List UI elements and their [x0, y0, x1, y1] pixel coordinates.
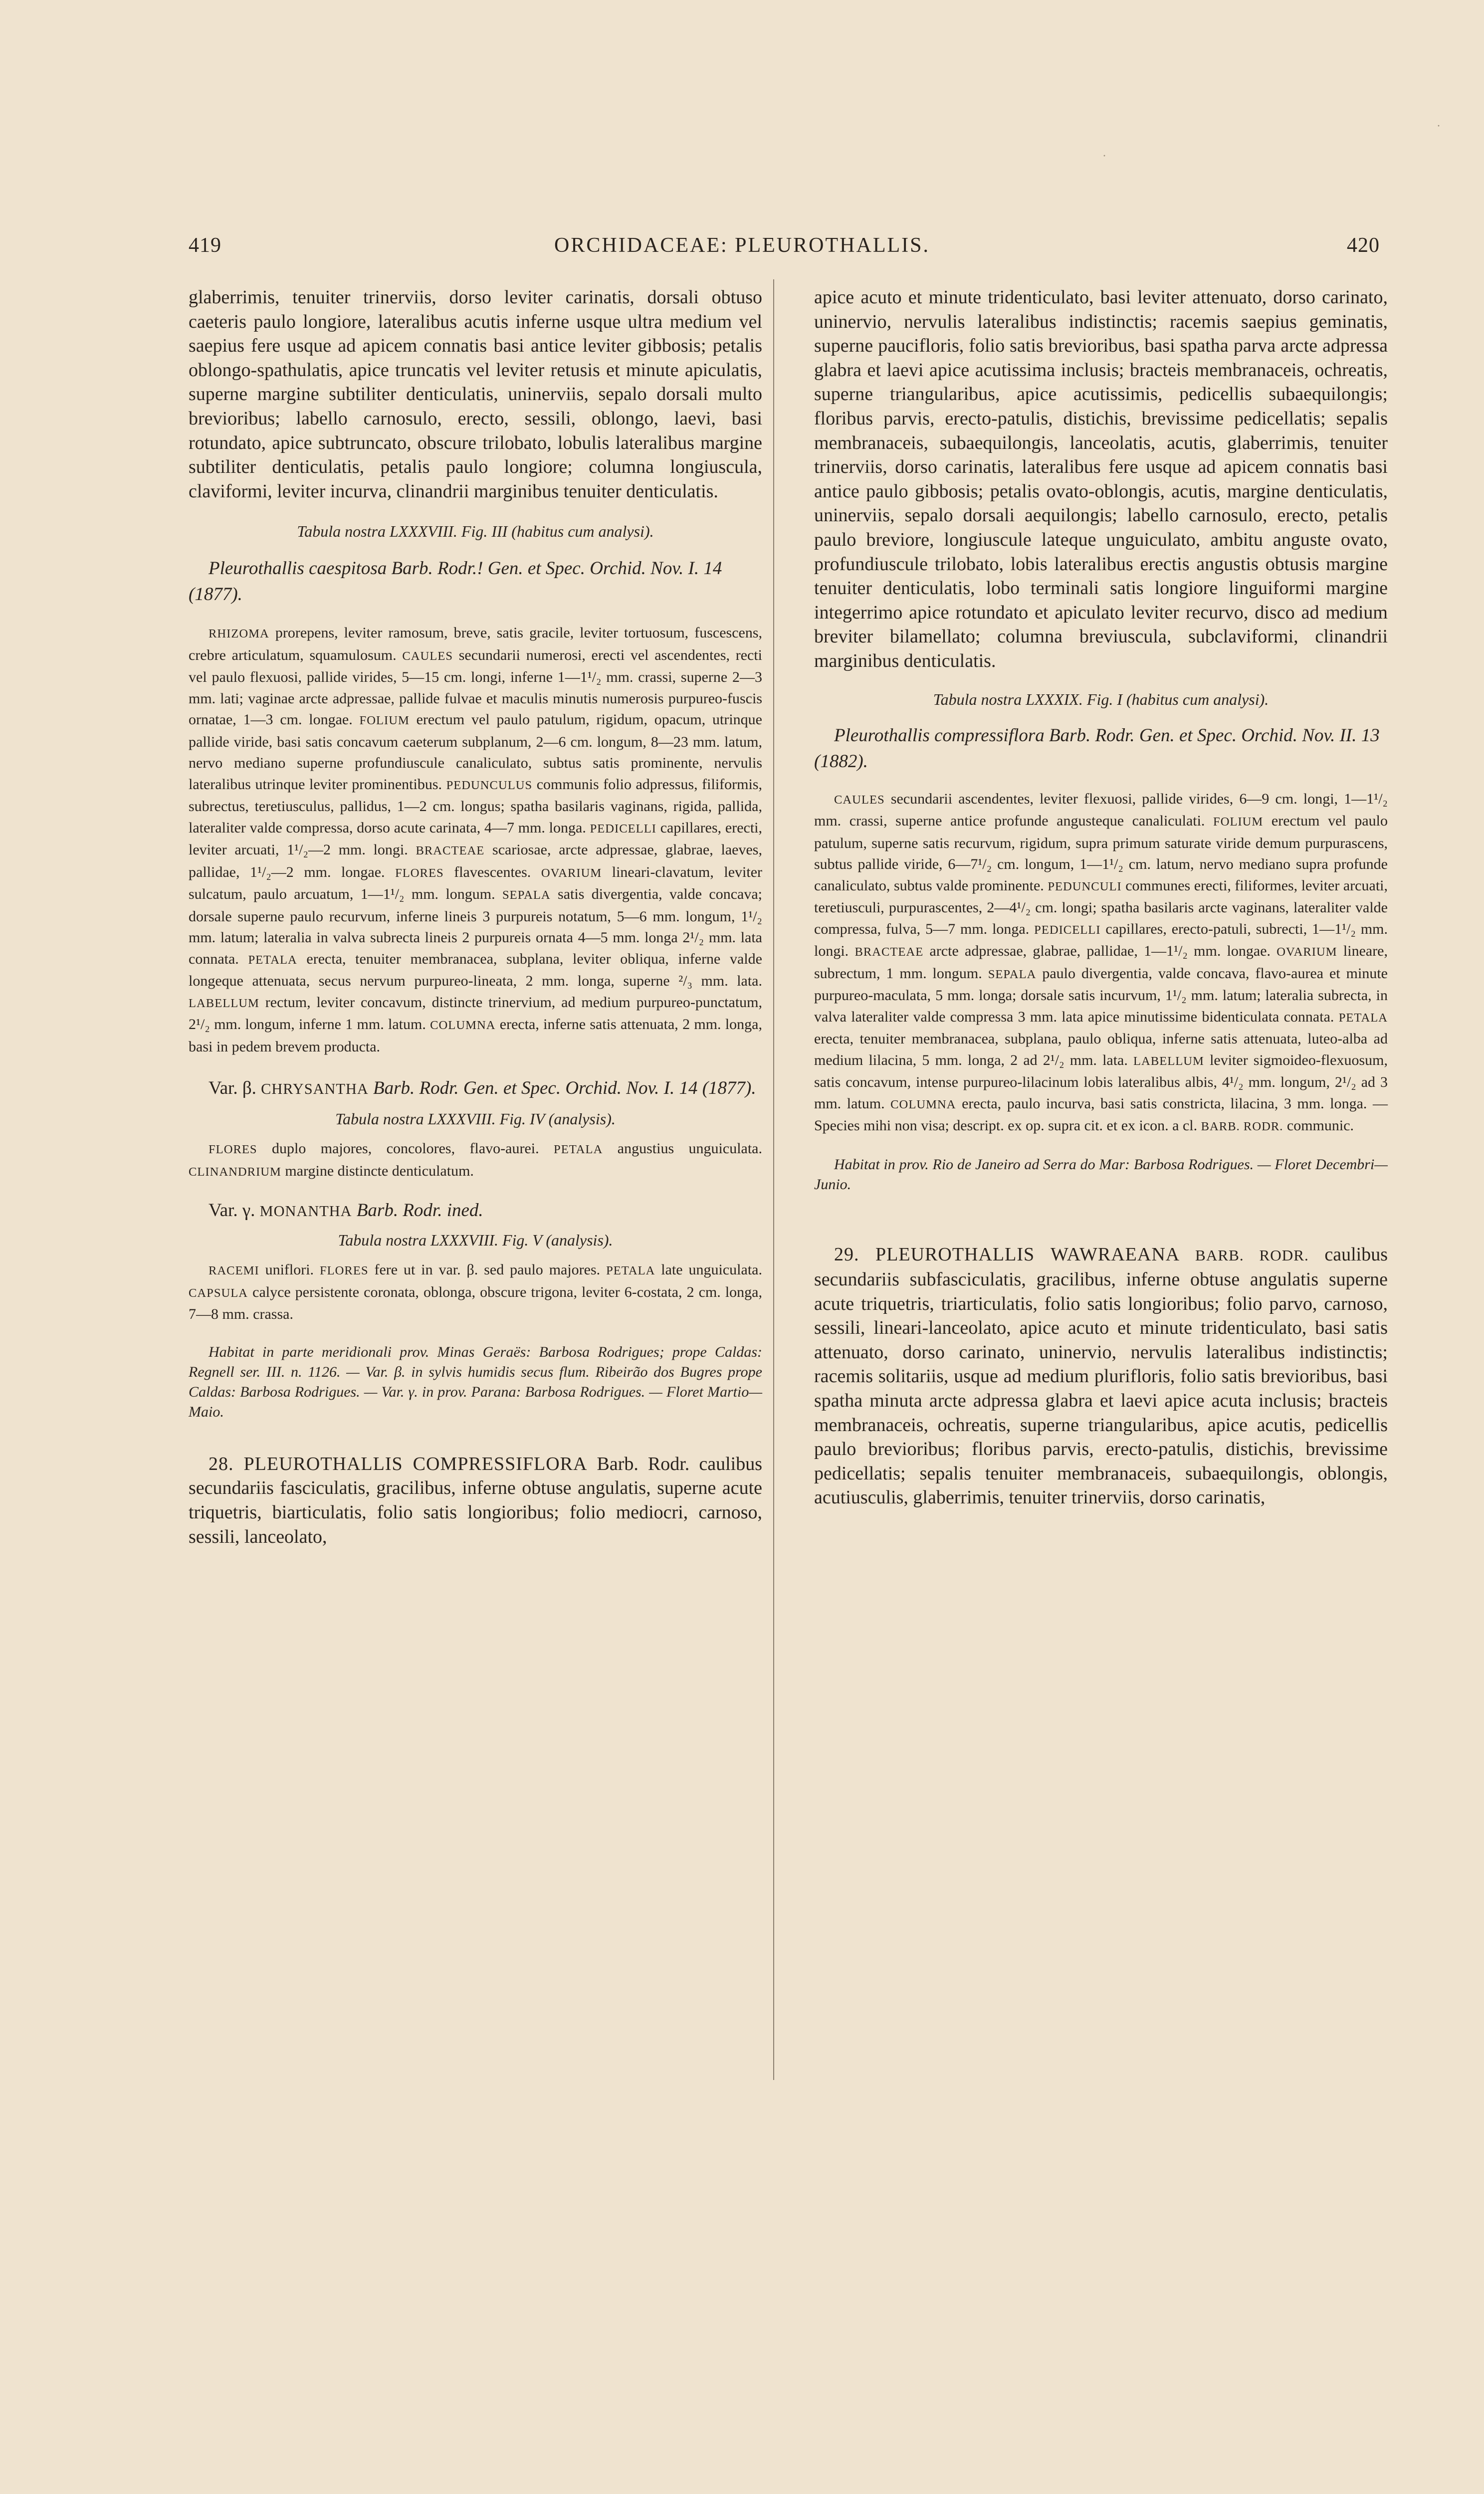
detailed-description: RHIZOMA prorepens, leviter ramosum, breve, satis gracile, leviter tortuosum, fuscescens, crebre articulatum, squamulosum. CAULES secundarii numerosi, erecti vel ascendentes, recti vel paulo flexuosi, pallide virides, 5—15 cm. longi, inferne 1—1¹/₂ mm. crassi, superne 2—3 mm. lati; vaginae arcte adpressae, pallide fulvae et maculis minutis numerosis purpureo-fuscis ornatae, 1—3 cm. longae. FOLIUM erectum vel paulo patulum, rigidum, opacum, utrinque pallide viride, basi satis concavum caeterum subplanum, 2—6 cm. longum, 8—23 mm. latum, nervo mediano superne profundiuscule canaliculato, subtus satis prominente, nervulis lateralibus utrinque leviter prominentibus. PEDUNCULUS communis folio adpressus, filiformis, subrectus, teretiusculus, pallidus, 1—2 cm. longus; spatha basilaris vaginans, rigida, pallida, lateraliter valde compressa, dorso acute carinata, 4—7 mm. longa. PEDICELLI capillares, erecti, leviter arcuati, 1¹/₂—2 mm. longi. BRACTEAE scariosae, arcte adpressae, glabrae, laeves, pallidae, 1¹/₂—2 mm. longae. FLORES flavescentes. OVARIUM lineari-clavatum, leviter sulcatum, paulo arcuatum, 1—1¹/₂ mm. longum. SEPALA satis divergentia, valde concava; dorsale superne paulo recurvum, inferne lineis 3 purpureis notatum, 5—6 mm. longum, 1¹/₂ mm. latum; lateralia in valva subrecta lineis 2 purpureis ornata 4—5 mm. longa 2¹/₂ mm. lata connata. PETALA erecta, tenuiter membranacea, subplana, leviter obliqua, inferne valde longeque attenuata, secus nervum purpureo-lineata, 2 mm. longa, superne ²/₃ mm. lata. LABELLUM rectum, leviter concavum, distincte trinervium, ad medium purpureo-punctatum, 2¹/₂ mm. longum, inferne 1 mm. latum. COLUMNA erecta, inferne satis attenuata, 2 mm. longa, basi in pedem brevem producta. [189, 624, 763, 1055]
description-paragraph: apice acuto et minute tridenticulato, basi leviter attenuato, dorso carinato, uninervio, nervulis lateralibus indistinctis; racemis saepius geminatis, superne paucifloris, folio satis brevioribus, basi spatha parva arcte adpressa glabra et laevi apice acutissima inclusis; bracteis membranaceis, ochreatis, superne triangularibus, apice acutissimis, pedicellis subaequilongis; floribus parvis, erecto-patulis, distichis, brevissime pedicellatis; sepalis membranaceis, subaequilongis, lanceolatis, acutis, glaberrimis, tenuiter trinerviis, dorso carinatis, lateralibus fere usque ad apicem connatis basi antice paulo gibbosis; petalis ovato-oblongis, acutis, margine denticulatis, uninerviis, sepalo dorsali aequilongis; labello carnosulo, erecto, petalis paulo breviore, longiuscule lateque unguiculato, ambitu anguste ovato, profundiuscule trilobato, lobis lateralibus erectis angustis obtusis margine tenuiter denticulatis, lobo terminali satis longiore linguiformi margine integerrimo apice rotundato et apiculato leviter recurvo, disco ad medium breviter bilamellato; columna breviuscula, subclaviformi, clinandrii marginibus denticulatis. [814, 287, 1388, 671]
habitat-note: Habitat in parte meridionali prov. Minas Geraës: Barbosa Rodrigues; prope Caldas: Regnell ser. III. n. 1126. — Var. β. in sylvis humidis secus flum. Ribeirão dos Bugres prope Caldas: Barbosa Rodrigues. — Var. γ. in prov. Parana: Barbosa Rodrigues. — Floret Martio—Maio. [189, 1343, 762, 1420]
variety-heading: Var. γ. MONANTHA Barb. Rodr. ined. [209, 1200, 483, 1221]
page-number-right: 420 [1347, 234, 1380, 257]
right-column [814, 285, 1388, 1510]
species-entry-29: 29. PLEUROTHALLIS WAWRAEANA BARB. RODR. caulibus secundariis subfasciculatis, gracilibus, inferne obtuse angulatis superne acute triquetris, triarticulatis, folio satis longioribus; folio parvo, carnoso, sessili, lineari-lanceolato, apice acuto et minute tridenticulato, basi satis attenuato, dorso carinato, uninervio, nervulis lateralibus indistinctis; racemis solitariis, usque ad medium plurifloris, folio satis brevioribus, basi spatha minuta arcte adpressa glabra et laevi apice acuta inclusis; bracteis membranaceis, ochreatis, superne triangularibus, apice acutis, pedicellis paulo brevioribus; floribus parvis, erecto-patulis, distichis, brevissime pedicellatis; sepalis tenuiter membranaceis, subaequilongis, oblongis, acutiusculis, glaberrimis, tenuiter trinerviis, dorso carinatis, [814, 1244, 1388, 1508]
plate-reference: Tabula nostra LXXXVIII. Fig. IV (analysis). [335, 1110, 616, 1128]
variety-description: RACEMI uniflori. FLORES fere ut in var. β. sed paulo majores. PETALA late unguiculata. CAPSULA calyce persistente coronata, oblonga, obscure trigona, leviter 6-costata, 2 cm. longa, 7—8 mm. crassa. [189, 1261, 762, 1323]
detailed-description: CAULES secundarii ascendentes, leviter flexuosi, pallide virides, 6—9 cm. longi, 1—1¹/₂ mm. crassi, superne antice profunde angusteque canaliculati. FOLIUM erectum vel paulo patulum, superne satis recurvum, rigidum, supra primum saturate viride demum purpurascens, subtus pallide viride, 6—7¹/₂ cm. longum, 1—1¹/₂ cm. latum, nervo mediano supra profunde canaliculato, subtus valde prominente. PEDUNCULI communes erecti, filiformes, leviter arcuati, teretiusculi, purpurascentes, 2—4¹/₂ cm. longi; spatha basilaris arcte vaginans, lateraliter valde compressa, fulva, 5—7 mm. longa. PEDICELLI capillares, erecto-patuli, subrecti, 1—1¹/₂ mm. longi. BRACTEAE arcte adpressae, glabrae, pallidae, 1—1¹/₂ mm. longae. OVARIUM lineare, subrectum, 1 mm. longum. SEPALA paulo divergentia, valde concava, flavo-aurea et minute purpureo-maculata, 5 mm. longa; dorsale satis incurvum, 1¹/₂ mm. latum; lateralia subrecta, in valva lateraliter valde compressa 3 mm. lata apice minutissime bidenticulata connata. PETALA erecta, tenuiter membranacea, subplana, paulo obliqua, inferne satis attenuata, luteo-alba ad medium lilacina, 5 mm. longa, 2 ad 2¹/₂ mm. lata. LABELLUM leviter sigmoideo-flexuosum, satis concavum, intense purpureo-lilacinum lobis lateralibus albis, 4¹/₂ mm. longum, 2¹/₂ ad 3 mm. latum. COLUMNA erecta, paulo incurva, basi satis constricta, lilacina, 3 mm. longa. — Species mihi non visa; descript. ex op. supra cit. et ex icon. a cl. BARB. RODR. communic. [814, 790, 1388, 1134]
left-column [189, 285, 762, 1549]
plate-reference: Tabula nostra LXXXVIII. Fig. V (analysis). [338, 1231, 613, 1249]
variety-heading: Var. β. CHRYSANTHA Barb. Rodr. Gen. et Spec. Orchid. Nov. I. 14 (1877). [209, 1078, 756, 1099]
synonym-citation: Pleurothallis compressiflora Barb. Rodr. Gen. et Spec. Orchid. Nov. II. 13 (1882). [814, 725, 1380, 772]
description-paragraph: glaberrimis, tenuiter trinerviis, dorso leviter carinatis, dorsali obtuso caeteris paulo longiore, lateralibus acutis inferne usque ultra medium vel saepius fere usque ad apicem connatis basi antice leviter gibbosis; petalis oblongo-spathulatis, apice truncatis vel leviter retusis et minute apiculatis, superne margine subtiliter denticulatis, uninerviis, sepalo dorsali multo brevioribus; labello carnosulo, erecto, sessili, oblongo, laevi, basi rotundato, apice subtruncato, obscure trilobato, lobulis lateralibus margine subtiliter denticulatis, petalis paulo longiore; columna longiuscula, claviformi, leviter incurva, clinandrii marginibus tenuiter denticulatis. [189, 287, 762, 502]
speck-mark: · [1437, 120, 1441, 133]
plate-reference: Tabula nostra LXXXIX. Fig. I (habitus cum analysi). [933, 690, 1269, 708]
plate-reference: Tabula nostra LXXXVIII. Fig. III (habitus cum analysi). [297, 522, 654, 541]
variety-description: FLORES duplo majores, concolores, flavo-aurei. PETALA angustius unguiculata. CLINANDRIUM margine distincte denticulatum. [189, 1140, 762, 1179]
page-number-left: 419 [189, 234, 221, 257]
running-title: ORCHIDACEAE: PLEUROTHALLIS. [554, 234, 930, 257]
column-divider [773, 279, 774, 2080]
synonym-citation: Pleurothallis caespitosa Barb. Rodr.! Gen. et Spec. Orchid. Nov. I. 14 (1877). [189, 558, 722, 605]
species-entry-28: 28. PLEUROTHALLIS COMPRESSIFLORA Barb. Rodr. caulibus secundariis fasciculatis, gracilibus, inferne obtuse angulatis, superne acute triquetris, biarticulatis, folio satis longioribus; folio mediocri, carnoso, sessili, lanceolato, [189, 1453, 762, 1547]
habitat-note: Habitat in prov. Rio de Janeiro ad Serra do Mar: Barbosa Rodrigues. — Floret Decembri—Junio. [814, 1156, 1388, 1193]
speck-mark: · [1102, 150, 1106, 163]
